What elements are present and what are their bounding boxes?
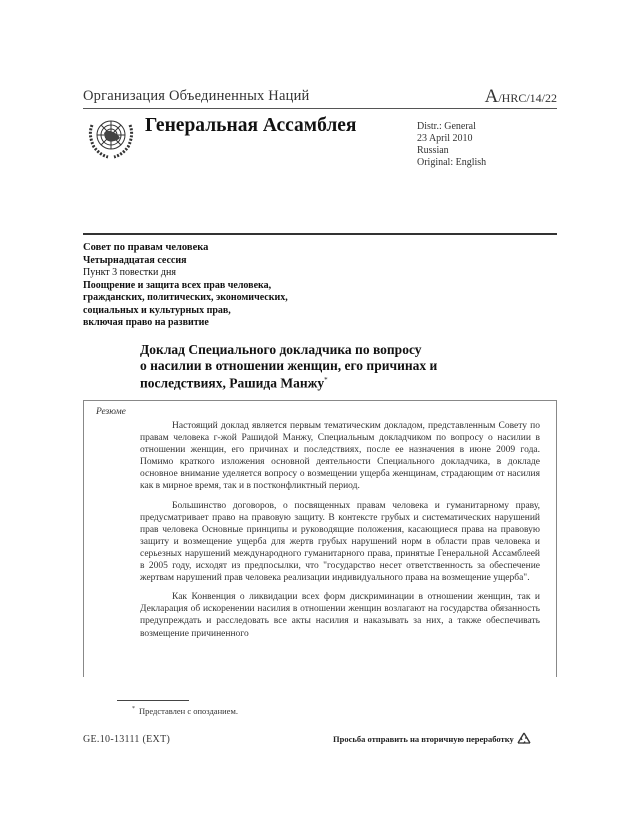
summary-label: Резюме (96, 407, 126, 417)
agenda-title-line: включая право на развитие (83, 317, 209, 328)
distribution-line: Distr.: General (417, 121, 476, 132)
council-block (83, 242, 288, 330)
date-line: 23 April 2010 (417, 133, 473, 144)
recycle-icon (516, 731, 532, 747)
document-symbol (485, 86, 557, 108)
report-title (140, 342, 437, 391)
agenda-title-line: Поощрение и защита всех прав человека, (83, 279, 272, 291)
symbol-prefix: A (484, 86, 499, 107)
footnote-rule (117, 700, 189, 701)
agenda-item: Пункт 3 повестки дня (83, 267, 176, 278)
summary-paragraph: Большинство договоров, о посвященных правам человека и гуманитарному праву, предусматривает право на правовую защиту. В контексте грубых и систематических нарушений прав человека Основные принципы и руководящие положения, касающиеся права на правовую защиту и возмещение ущерба для жертв грубых нарушений норм в области прав человека и серьезных нарушений международного гуманитарного права, принятые Генеральной Ассамблеей в 2005 году, исходят из предпосылки, что "государство несет ответственность за обеспечение жертвам нарушений прав человека реализации индивидуального права на возмещение ущерба". (140, 500, 540, 584)
footnote-reference[interactable]: * (324, 376, 328, 384)
footnote (132, 706, 238, 716)
footnote-marker: * (132, 706, 135, 713)
recycle-notice (333, 731, 532, 747)
job-number: GE.10-13111 (EXT) (83, 734, 171, 745)
distribution-block (417, 121, 486, 169)
original-language-line: Original: English (417, 157, 487, 168)
report-title-line: Доклад Специального докладчика по вопросу (140, 342, 422, 357)
section-rule (83, 233, 557, 235)
footnote-text: Представлен с опозданием. (139, 706, 238, 716)
council-name: Совет по правам человека (83, 242, 209, 253)
summary-text (140, 420, 540, 647)
un-emblem-icon (86, 113, 136, 159)
recycle-text: Просьба отправить на вторичную переработку (333, 734, 514, 744)
summary-paragraph: Настоящий доклад является первым тематическим докладом, представленным Совету по правам человека г-жой Рашидой Манжу, Специальным докладчиком по вопросу о насилии в отношении женщин, его причинах и последствиях, после ее назначения в июне 2009 года. Помимо краткого изложения основной деятельности Специального докладчика, в докладе основное внимание уделяется вопросу о возмещении ущерба женщинам, страдающим от насилия как в мирное время, так и в постконфликтный период. (140, 421, 540, 492)
body-title: Генеральная Ассамблея (145, 115, 357, 136)
summary-paragraph: Как Конвенция о ликвидации всех форм дискриминации в отношении женщин, так и Декларация об искоренении насилия в отношении женщин возлагают на государства обязанность предупреждать и расследовать все акты насилия и наказывать за них, а также обеспечивать возмещение причиненного (140, 592, 540, 639)
organization-name: Организация Объединенных Наций (83, 88, 310, 104)
report-title-line: о насилии в отношении женщин, его причинах и (140, 357, 438, 373)
agenda-title-line: социальных и культурных прав, (83, 304, 231, 316)
header-rule (83, 108, 557, 109)
report-title-line: последствиях, Рашида Манжу* (140, 375, 328, 391)
session: Четырнадцатая сессия (83, 254, 187, 266)
language-line: Russian (417, 145, 449, 156)
agenda-title-line: гражданских, политических, экономических, (83, 292, 288, 303)
symbol-rest: /HRC/14/22 (498, 91, 557, 105)
